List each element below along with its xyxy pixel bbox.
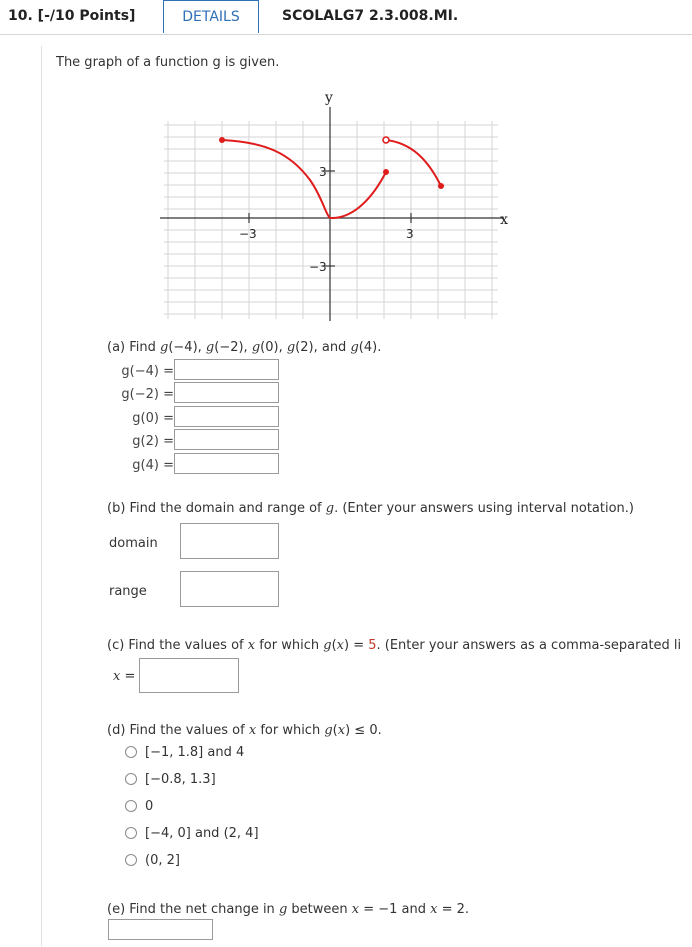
g-neg2-label: g(−2) = bbox=[121, 387, 174, 402]
part-c-prompt: (c) Find the values of x for which g(x) = 5. (Enter your answers as a comma-separated li bbox=[107, 638, 682, 653]
curve-right bbox=[386, 140, 441, 186]
part-e-prompt: (e) Find the net change in g between x = −1 and x = 2. bbox=[107, 902, 470, 917]
question-points: 10. [-/10 Points] bbox=[8, 8, 136, 24]
radio-option-3[interactable] bbox=[125, 800, 137, 812]
radio-option-2[interactable] bbox=[125, 773, 137, 785]
radio-option-1[interactable] bbox=[125, 746, 137, 758]
option-5-label: (0, 2] bbox=[145, 853, 180, 868]
g-4-label: g(4) = bbox=[132, 458, 174, 473]
tick-label-neg3-x: −3 bbox=[239, 227, 257, 241]
g-0-label: g(0) = bbox=[132, 411, 174, 426]
g-0-input[interactable] bbox=[174, 406, 279, 427]
intro-text: The graph of a function g is given. bbox=[56, 55, 280, 70]
g-4-input[interactable] bbox=[174, 453, 279, 474]
option-3-label: 0 bbox=[145, 799, 154, 814]
option-4-label: [−4, 0] and (2, 4] bbox=[145, 826, 259, 841]
endpoint-closed-right bbox=[438, 183, 444, 189]
part-d-prompt: (d) Find the values of x for which g(x) ≤ 0. bbox=[107, 723, 382, 738]
details-tab[interactable]: DETAILS bbox=[163, 0, 259, 33]
part-e-input[interactable] bbox=[108, 919, 213, 940]
tick-label-3-x: 3 bbox=[406, 227, 414, 241]
part-c-input[interactable] bbox=[139, 658, 239, 693]
endpoint-closed-middle bbox=[383, 169, 389, 175]
function-graph bbox=[150, 85, 510, 325]
tick-label-3-y: 3 bbox=[319, 165, 327, 179]
part-c-x-label: x = bbox=[113, 669, 136, 684]
tick-label-neg3-y: −3 bbox=[309, 260, 327, 274]
content-border bbox=[41, 46, 42, 946]
endpoint-closed-left bbox=[219, 137, 225, 143]
grid bbox=[164, 121, 498, 319]
radio-option-4[interactable] bbox=[125, 827, 137, 839]
part-b-prompt: (b) Find the domain and range of g. (Enter your answers using interval notation.) bbox=[107, 501, 634, 516]
radio-option-5[interactable] bbox=[125, 854, 137, 866]
x-axis-label: x bbox=[500, 212, 508, 228]
y-axis-label: y bbox=[325, 90, 333, 106]
option-2-label: [−0.8, 1.3] bbox=[145, 772, 216, 787]
axes bbox=[160, 107, 504, 321]
g-2-input[interactable] bbox=[174, 429, 279, 450]
g-neg4-label: g(−4) = bbox=[121, 364, 174, 379]
domain-input[interactable] bbox=[180, 523, 279, 559]
function-curve bbox=[222, 140, 441, 218]
g-neg2-input[interactable] bbox=[174, 382, 279, 403]
endpoint-open-top bbox=[383, 137, 389, 143]
g-neg4-input[interactable] bbox=[174, 359, 279, 380]
option-1-label: [−1, 1.8] and 4 bbox=[145, 745, 245, 760]
curve-middle bbox=[330, 172, 386, 218]
g-2-label: g(2) = bbox=[132, 434, 174, 449]
part-a-prompt: (a) Find g(−4), g(−2), g(0), g(2), and g(4). bbox=[107, 340, 382, 355]
range-input[interactable] bbox=[180, 571, 279, 607]
question-code: SCOLALG7 2.3.008.MI. bbox=[282, 8, 459, 24]
range-label: range bbox=[109, 584, 147, 599]
question-header bbox=[0, 0, 692, 35]
domain-label: domain bbox=[109, 536, 158, 551]
